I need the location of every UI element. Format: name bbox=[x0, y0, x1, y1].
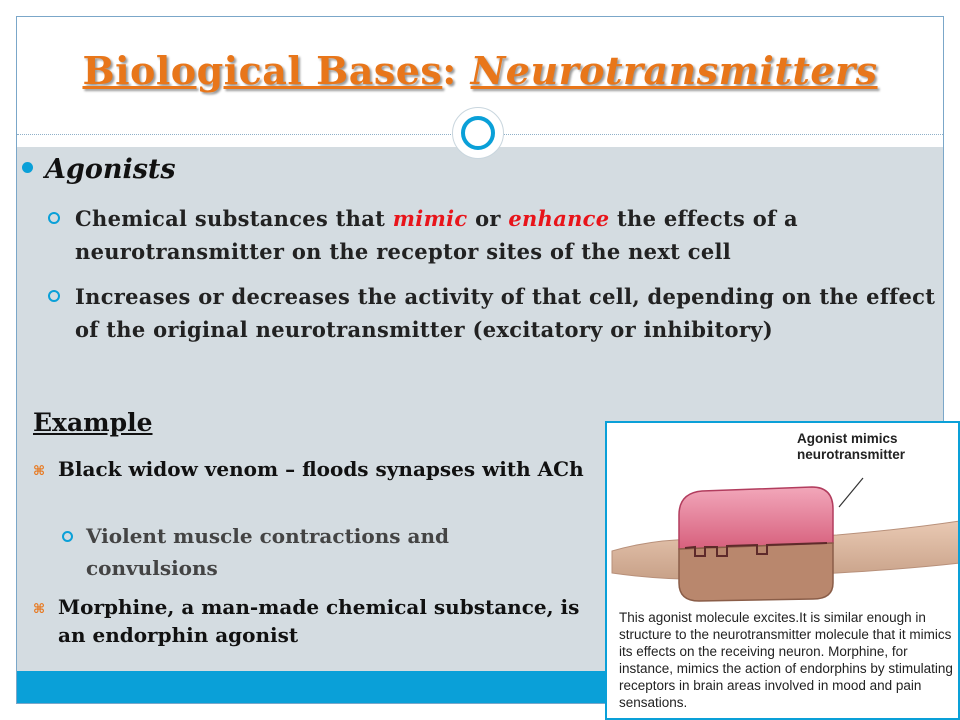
example-item-1 bbox=[33, 455, 593, 483]
point1-enhance: enhance bbox=[508, 206, 610, 231]
example-sub-item-1-text: Violent muscle contractions and convulsions bbox=[86, 524, 449, 580]
agonist-point-1 bbox=[48, 202, 938, 268]
agonist-figure bbox=[605, 421, 960, 720]
quatrefoil-icon: ⌘ bbox=[33, 464, 46, 479]
example-sub-item-1 bbox=[62, 520, 582, 584]
ring-icon bbox=[62, 531, 73, 542]
figure-label: Agonist mimics neurotransmitter bbox=[797, 431, 906, 462]
quatrefoil-icon: ⌘ bbox=[33, 602, 46, 617]
example-heading: Example bbox=[33, 408, 153, 437]
ring-icon bbox=[48, 212, 60, 224]
filled-circle-icon bbox=[22, 162, 33, 173]
point1-or: or bbox=[475, 206, 501, 231]
ring-icon bbox=[48, 290, 60, 302]
label-pointer-line bbox=[839, 478, 863, 507]
agonists-bullet bbox=[22, 154, 176, 185]
point1-a: Chemical substances that bbox=[75, 206, 386, 231]
example-item-2 bbox=[33, 593, 593, 649]
agonist-point-2 bbox=[48, 280, 938, 346]
agonists-heading: Agonists bbox=[45, 154, 176, 185]
example-item-1-text: Black widow venom – floods synapses with ACh bbox=[58, 457, 584, 481]
point2-text: Increases or decreases the activity of that cell, depending on the effect of the original neurotransmitter (excitatory or inhibitory) bbox=[75, 284, 936, 342]
title-part1: Biological Bases bbox=[82, 48, 443, 93]
point1-mimic: mimic bbox=[392, 206, 468, 231]
slide-title bbox=[0, 48, 960, 93]
title-colon: : bbox=[442, 48, 457, 93]
divider-circle-icon bbox=[452, 107, 504, 159]
point1-b: the effects of a neurotransmitter on the receptor sites of the next cell bbox=[75, 206, 798, 264]
title-part2: Neurotransmitters bbox=[470, 48, 878, 93]
receptor-illustration bbox=[607, 423, 960, 608]
agonist-molecule-shape bbox=[679, 487, 833, 549]
example-item-2-text: Morphine, a man-made chemical substance, is an endorphin agonist bbox=[58, 595, 580, 647]
figure-caption: This agonist molecule excites.It is similar enough in structure to the neurotransmitter molecule that it mimics its effects on the receiving neuron. Morphine, for instance, mimics the action of endorphins by stimulating receptors in brain areas involved in mood and pain sensations. bbox=[619, 610, 953, 710]
